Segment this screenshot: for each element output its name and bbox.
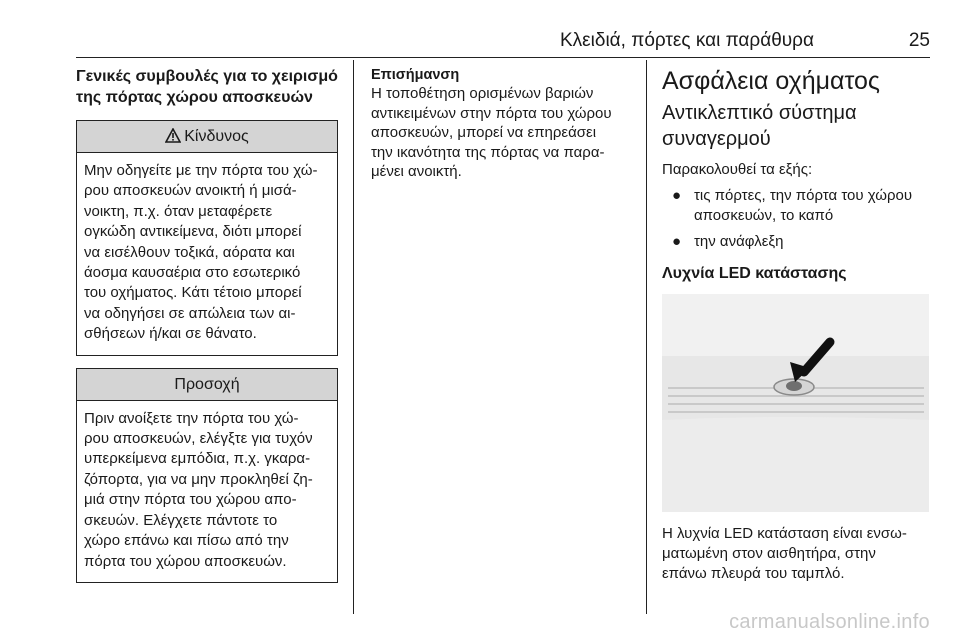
column-divider-1	[353, 60, 354, 614]
column-right	[662, 66, 930, 584]
list-item: ● τις πόρτες, την πόρτα του χώρου αποσκευών, το καπό	[672, 187, 913, 224]
monitor-intro: Παρακολουθεί τα εξής:	[662, 161, 813, 178]
general-advice-heading: Γενικές συμβουλές για το χειρισμό της πόρτας χώρου αποσκευών	[76, 68, 338, 106]
watermark: carmanualsonline.info	[729, 611, 930, 633]
bullet-icon: ●	[672, 233, 682, 250]
danger-title: Κίνδυνος	[184, 128, 249, 145]
header-rule	[76, 57, 930, 58]
monitored-items-list	[662, 186, 930, 252]
note-text: Η τοποθέτηση ορισμένων βαριών αντικειμένων στην πόρτα του χώρου αποσκευών, μπορεί να επηρεάσει την ικανότητα της πόρτας να παρα- μένει ανοικτή.	[371, 85, 612, 181]
column-divider-2	[646, 60, 647, 614]
subsection-title: Αντικλεπτικό σύστημα συναγερμού	[662, 102, 857, 150]
led-caption: Η λυχνία LED κατάσταση είναι ενσω- ματωμένη στον αισθητήρα, στην επάνω πλευρά του ταμπλό.	[662, 525, 907, 582]
danger-box-header	[77, 121, 337, 153]
page-number: 25	[908, 30, 930, 51]
caution-title: Προσοχή	[77, 369, 337, 401]
note-title: Επισήμανση	[371, 67, 460, 83]
led-status-heading: Λυχνία LED κατάστασης	[662, 265, 847, 282]
danger-text: Μην οδηγείτε με την πόρτα του χώ- ρου αποσκευών ανοικτή ή μισά- νοικτη, π.χ. όταν μεταφέρετε ογκώδη αντικείμενα, διότι μπορεί να εισέλθουν τοξικά, αόρατα και άοσμα καυσαέρια στο εσωτερικό του οχήματος. Κάτι τέτοιο μπορεί να οδηγήσει σε απώλεια των αι- σθήσεων ή/και σε θάνατο.	[84, 162, 318, 343]
column-middle	[371, 66, 633, 182]
bullet-icon: ●	[672, 187, 682, 204]
running-header-title: Κλειδιά, πόρτες και παράθυρα	[560, 30, 814, 51]
caution-text: Πριν ανοίξετε την πόρτα του χώ- ρου αποσκευών, ελέγξτε για τυχόν υπερκείμενα εμπόδια, π.χ. γκαρα- ζόπορτα, για να μην προκληθεί ζη- μιά στην πόρτα του χώρου απο- σκευών. Ελέγχετε πάντοτε το χώρο επάνω και πίσω από την πόρτα του χώρου αποσκευών.	[84, 409, 313, 570]
section-title: Ασφάλεια οχήματος	[662, 67, 880, 95]
caution-box	[76, 368, 338, 583]
led-sensor-figure	[662, 294, 929, 512]
dashboard-led-illustration	[662, 294, 929, 512]
list-item: ● την ανάφλεξη	[672, 233, 784, 250]
danger-box	[76, 120, 338, 356]
warning-triangle-icon	[165, 128, 181, 143]
column-left	[76, 66, 338, 595]
